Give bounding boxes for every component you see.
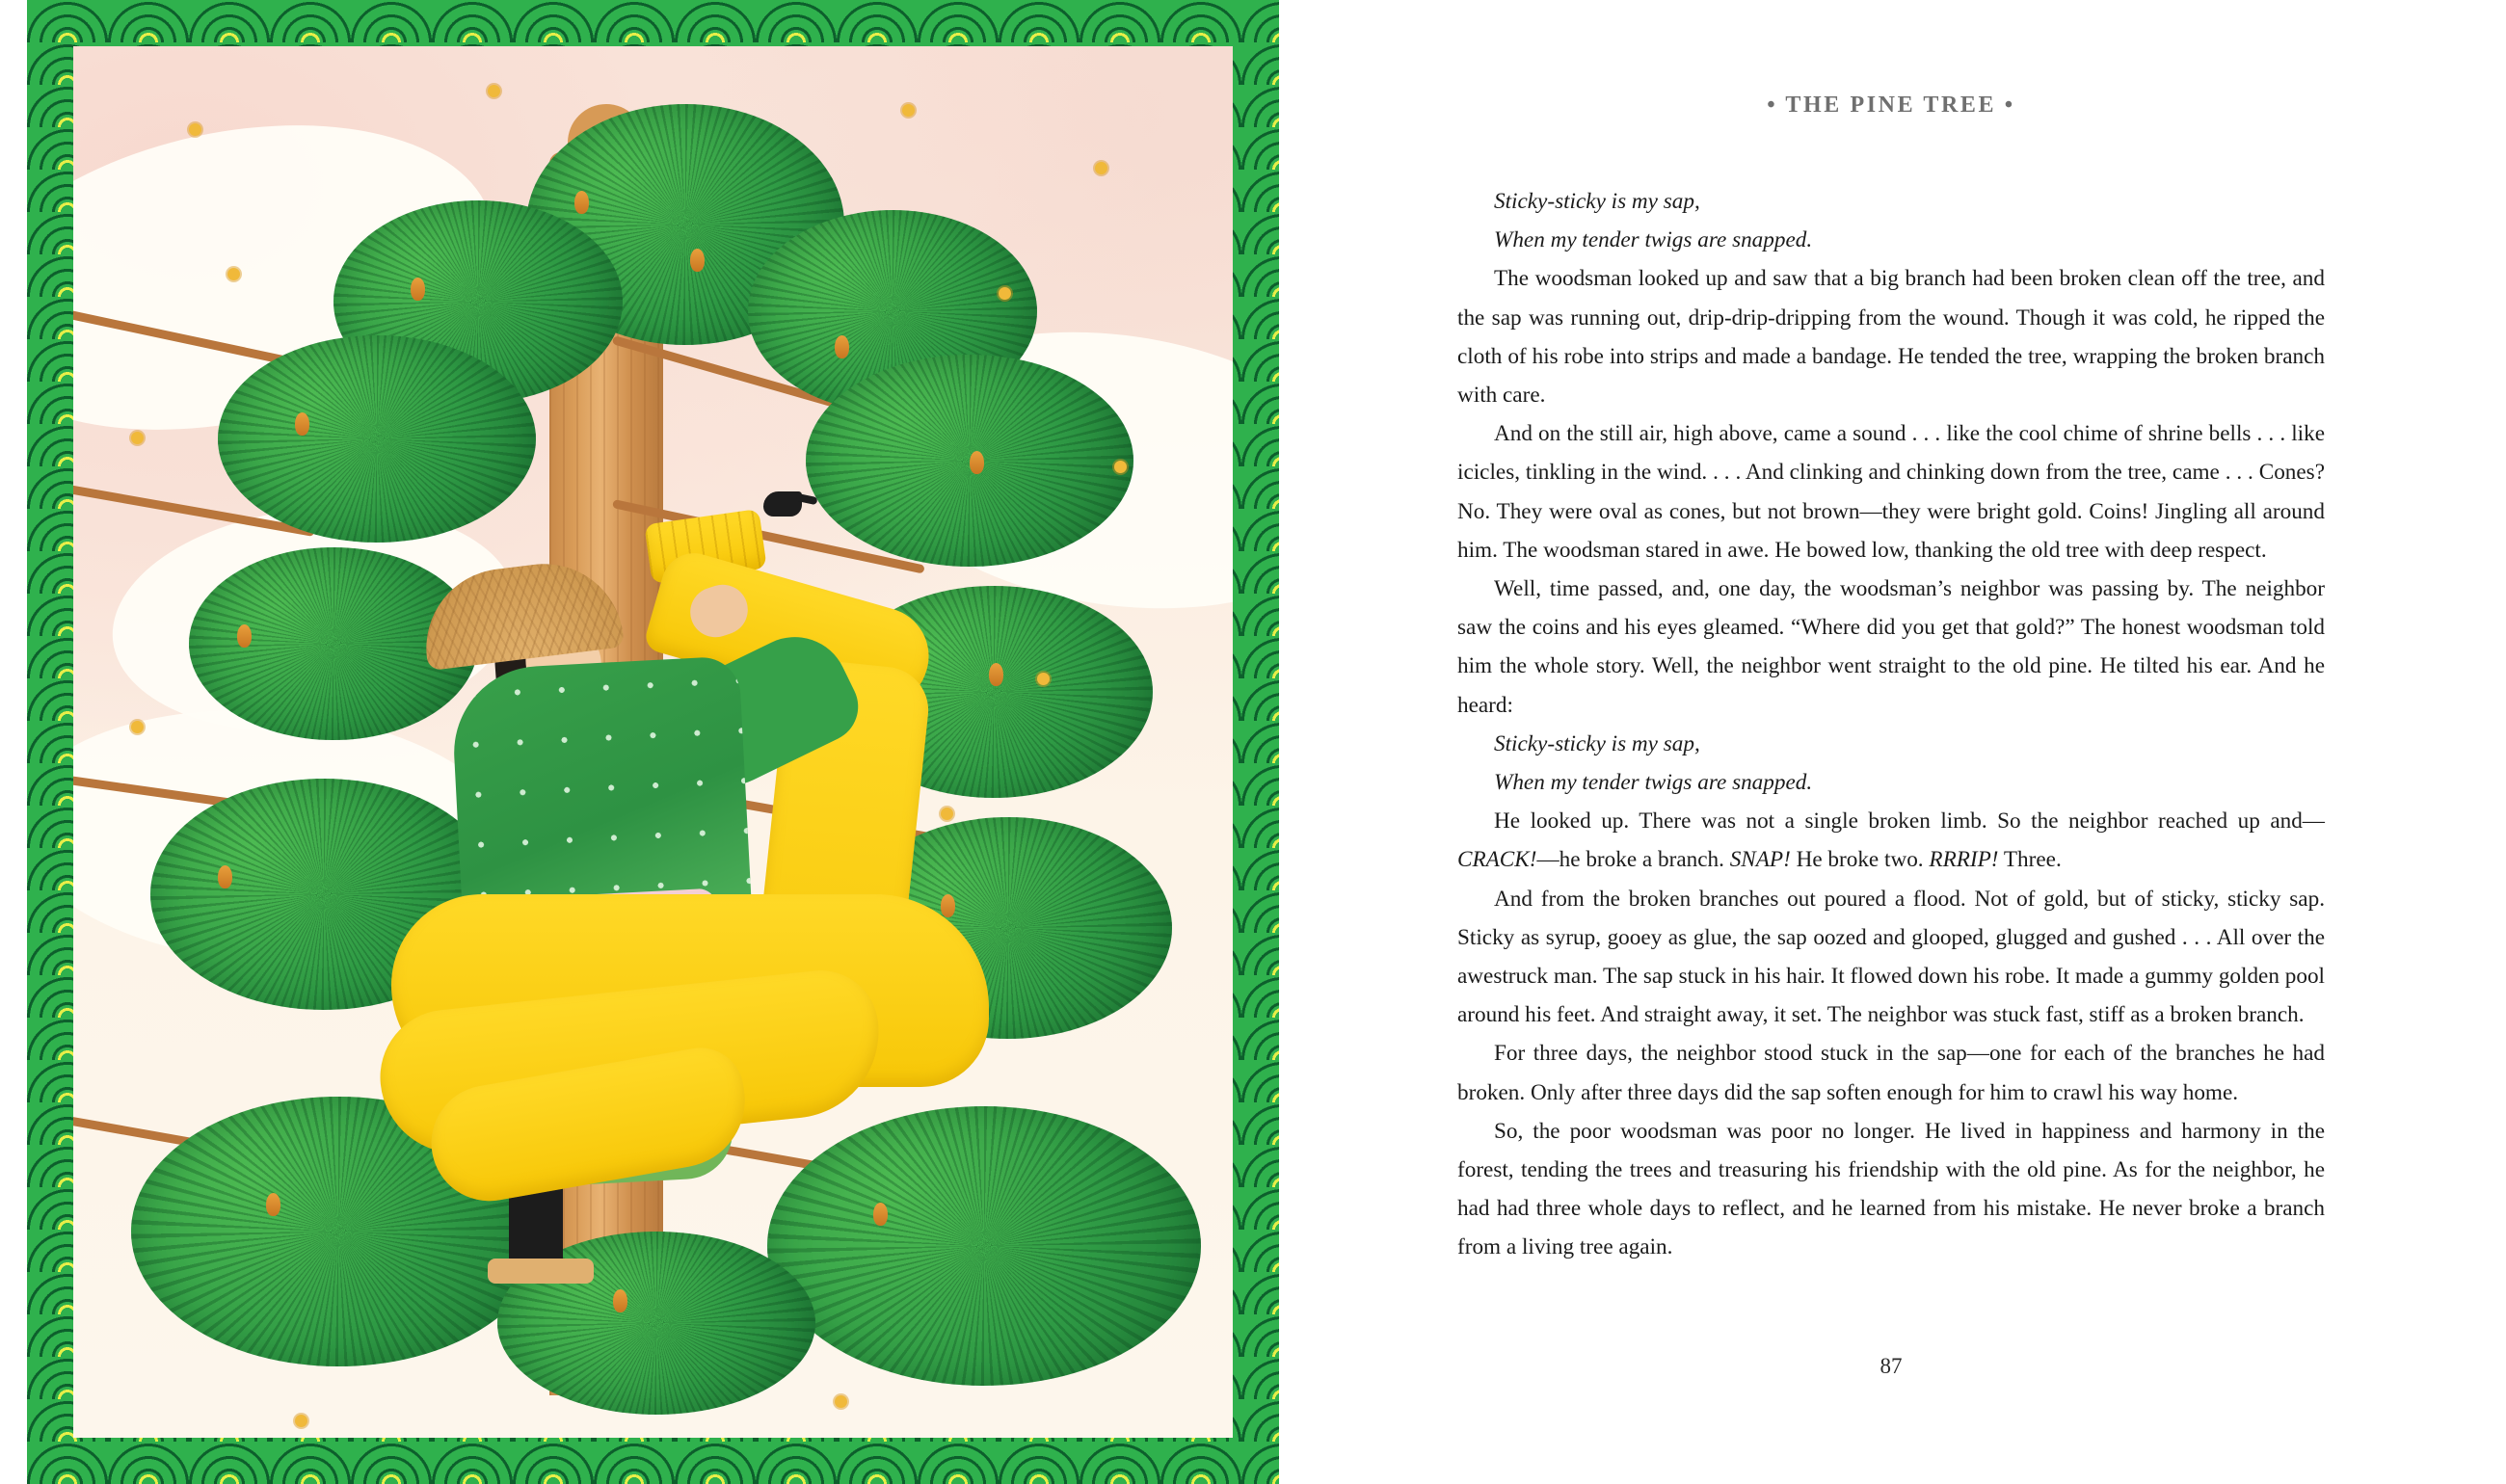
gold-coin: [1095, 162, 1107, 174]
paragraph-text: Three.: [1998, 847, 2062, 873]
pine-cone: [237, 624, 252, 648]
body-paragraph: And from the broken branches out poured a flood. Not of gold, but of sticky, sticky sap. Sticky as syrup, gooey as glue, the sap oozed and glooped, glugged and gushed . . . All over the awestruck man. The sap stuck in his hair. It flowed down his robe. It made a gummy golden pool around his feet. And straight away, it set. The neighbor was stuck fast, stiff as a broken branch.: [1457, 886, 2325, 1028]
pine-cone: [989, 663, 1003, 686]
gold-coin: [1037, 673, 1050, 685]
body-paragraph: For three days, the neighbor stood stuck in the sap—one for each of the branches he had broken. Only after three days did the sap soften enough for him to crawl his way home.: [1457, 1041, 2325, 1105]
gold-coin: [999, 287, 1011, 300]
bird-icon: [763, 491, 802, 517]
pine-cone: [295, 412, 309, 436]
pine-foliage: [218, 335, 536, 543]
emphasis-snap: SNAP!: [1729, 847, 1791, 873]
pine-foliage: [767, 1106, 1201, 1386]
body-paragraph: Well, time passed, and, one day, the woodsman’s neighbor was passing by. The neighbor saw the coins and his eyes gleamed. “Where did you get that gold?” The honest woodsman told him the whole story. Well, the neighbor went straight to the old pine. He tilted his ear. And he heard:: [1457, 576, 2325, 718]
gold-coin: [1114, 461, 1127, 473]
pine-cone: [411, 278, 425, 301]
verse-line: Sticky-sticky is my sap,: [1494, 189, 1700, 214]
gold-coin: [189, 123, 201, 136]
pine-cone: [218, 865, 232, 888]
pine-cone: [613, 1289, 627, 1312]
woodsman-shoe: [488, 1259, 594, 1284]
gold-coin: [902, 104, 915, 117]
body-paragraph: So, the poor woodsman was poor no longer. He lived in happiness and harmony in the forest, tending the trees and treasuring his friendship with the old pine. As for the neighbor, he had had three whole days to reflect, and he learned from his mistake. He never broke a branch from a living tree again.: [1457, 1118, 2325, 1260]
emphasis-crack: CRACK!: [1457, 847, 1537, 873]
body-paragraph-with-emphasis: [1457, 802, 2325, 879]
pine-cone: [266, 1193, 280, 1216]
gold-coin: [131, 721, 144, 733]
verse-line: When my tender twigs are snapped.: [1494, 770, 1813, 796]
body-paragraph: The woodsman looked up and saw that a big branch had been broken clean off the tree, and the sap was running out, drip-drip-dripping from the wound. Though it was cold, he ripped the cloth of his robe into strips and made a bandage. He tended the tree, wrapping the broken branch with care.: [1457, 266, 2325, 409]
pine-cone: [690, 249, 705, 272]
illustration-panel: [27, 0, 1279, 1484]
pine-cone: [574, 191, 589, 214]
pine-cone: [970, 451, 984, 474]
paragraph-text: He broke two.: [1790, 847, 1930, 873]
text-column: [1457, 93, 2325, 1267]
paragraph-text: —he broke a branch.: [1536, 847, 1730, 873]
pine-cone: [835, 335, 849, 358]
gold-coin: [131, 432, 144, 444]
emphasis-rrrip: RRRIP!: [1929, 847, 1999, 873]
verse-line: When my tender twigs are snapped.: [1494, 227, 1813, 253]
illustration-artwork: [73, 46, 1233, 1438]
pine-cone: [941, 894, 955, 917]
pine-cone: [873, 1203, 888, 1226]
right-page: [1279, 0, 2506, 1484]
gold-coin: [941, 808, 953, 820]
gold-coin: [835, 1395, 847, 1408]
running-head: • THE PINE TREE •: [1767, 93, 2015, 118]
body-paragraph: And on the still air, high above, came a sound . . . like the cool chime of shrine bells . . . like icicles, tinkling in the wind. . . . And clinking and chinking down from the tree, came . . . Cones? No. They were oval as cones, but not brown—they were bright gold. Coins! Jingling all around him. The woodsman stared in awe. He bowed low, thanking the old tree with deep respect.: [1457, 421, 2325, 563]
verse-line: Sticky-sticky is my sap,: [1494, 730, 1700, 756]
paragraph-text: He looked up. There was not a single broken limb. So the neighbor reached up and—: [1494, 808, 2325, 835]
page-number: 87: [1880, 1354, 1903, 1378]
gold-coin: [488, 85, 500, 97]
gold-coin: [295, 1415, 307, 1427]
gold-coin: [227, 268, 240, 280]
